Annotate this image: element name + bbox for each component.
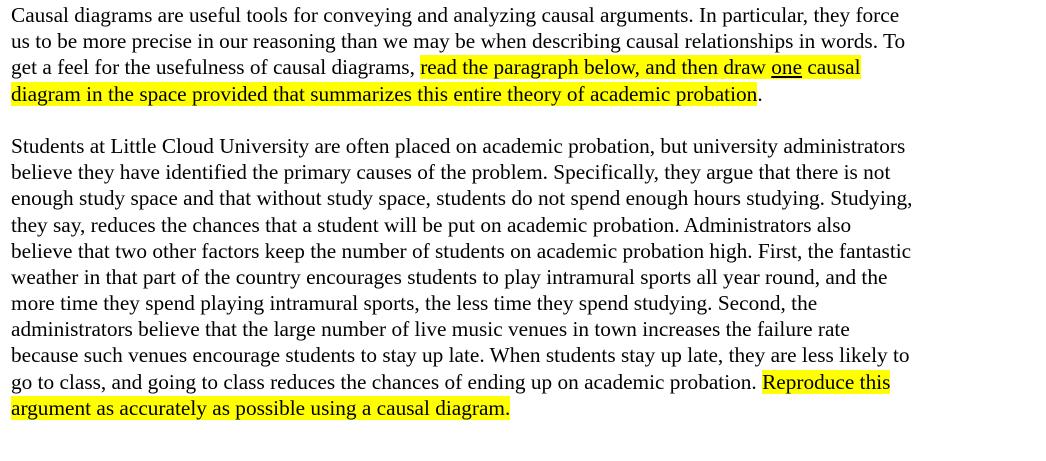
- text-line: Students at Little Cloud University are often placed on academic probation, but university administrators: [11, 133, 906, 158]
- highlighted-text: Reproduce this: [762, 369, 891, 394]
- instructions-paragraph: [11, 2, 1036, 107]
- highlighted-text: diagram in the space provided that summarizes this entire theory of academic probation: [11, 81, 758, 106]
- text-line: more time they spend playing intramural sports, the less time they spend studying. Second, the: [11, 291, 818, 316]
- text-line: administrators believe that the large number of live music venues in town increases the failure rate: [11, 317, 850, 342]
- highlighted-segment: read the paragraph below, and then draw: [420, 55, 772, 80]
- scenario-paragraph: [11, 133, 1036, 421]
- paragraph-gap: [11, 107, 1036, 133]
- text-line: believe that two other factors keep the number of students on academic probation high. First, the fantastic: [11, 238, 912, 263]
- document-body: [11, 2, 1036, 421]
- text-line: because such venues encourage students to stay up late. When students stay up late, they are less likely to: [11, 343, 910, 368]
- text-line: Causal diagrams are useful tools for conveying and analyzing causal arguments. In particular, they force: [11, 3, 900, 27]
- text-line: [11, 54, 1036, 80]
- text-line: [11, 81, 1036, 107]
- plain-text: get a feel for the usefulness of causal diagrams,: [11, 55, 421, 80]
- text-line: enough study space and that without study space, students do not spend enough hours studying. Studying,: [11, 186, 913, 211]
- highlighted-segment: causal: [802, 55, 861, 80]
- text-line: [11, 369, 1036, 395]
- highlighted-text: [420, 55, 860, 79]
- text-line: they say, reduces the chances that a student will be put on academic probation. Administrators also: [11, 212, 852, 237]
- plain-text: .: [757, 81, 763, 106]
- text-line: believe they have identified the primary causes of the problem. Specifically, they argue that there is not: [11, 160, 891, 185]
- text-line: weather in that part of the country encourages students to play intramural sports all year round, and the: [11, 264, 888, 289]
- plain-text: go to class, and going to class reduces the chances of ending up on academic probation.: [11, 369, 763, 394]
- underlined-word: one: [771, 55, 803, 80]
- text-line: [11, 395, 1036, 421]
- text-line: us to be more precise in our reasoning than we may be when describing causal relationships in words. To: [11, 29, 906, 54]
- highlighted-text: argument as accurately as possible using a causal diagram.: [11, 395, 511, 420]
